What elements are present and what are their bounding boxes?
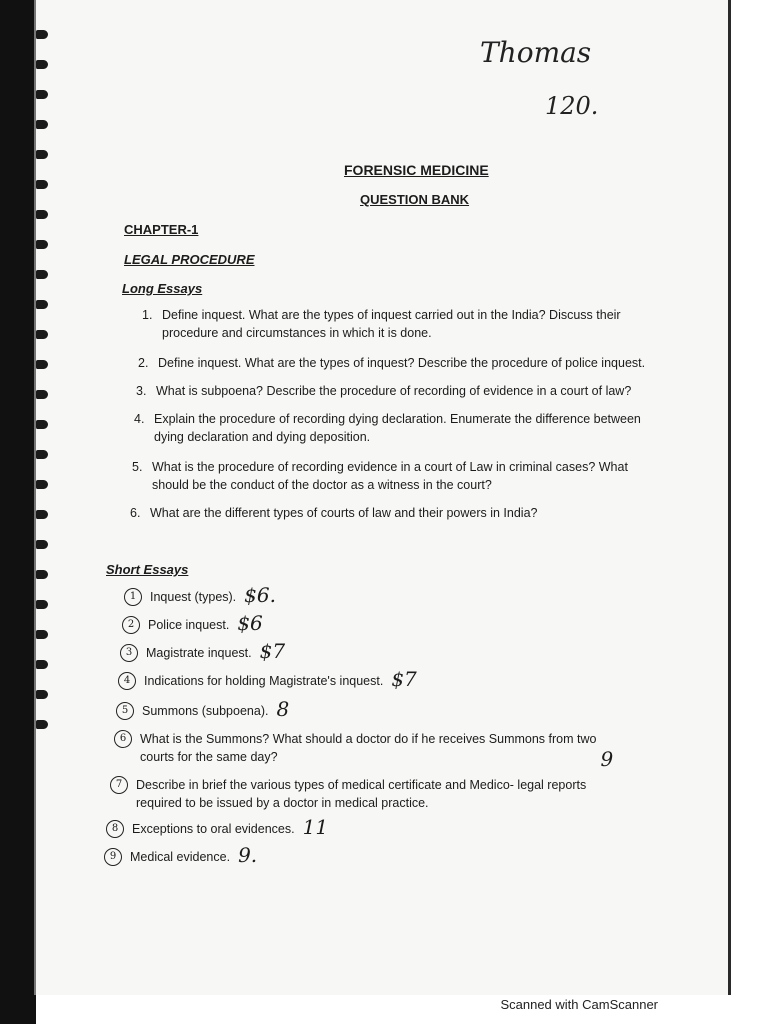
long-essay-item bbox=[132, 458, 628, 494]
long-essays-heading: Long Essays bbox=[122, 281, 203, 296]
item-text-line: What is the Summons? What should a doctor do if he receives Summons from two bbox=[140, 732, 597, 746]
handwritten-name: Thomas bbox=[480, 36, 592, 69]
page-title: FORENSIC MEDICINE bbox=[344, 162, 489, 178]
handwritten-number: 120. bbox=[545, 92, 599, 120]
item-text-line: Medical evidence. bbox=[130, 850, 231, 864]
short-essay-text bbox=[130, 848, 230, 866]
handwritten-mark: $7 bbox=[259, 639, 286, 663]
short-essay-text bbox=[142, 702, 268, 720]
item-text-line: Exceptions to oral evidences. bbox=[132, 822, 295, 836]
handwritten-mark: 8 bbox=[276, 697, 290, 721]
circled-number: 8 bbox=[106, 820, 124, 838]
short-essay-text bbox=[146, 644, 252, 662]
item-text-line: Define inquest. What are the types of inquest carried out in the India? Discuss their bbox=[162, 308, 621, 322]
long-essay-item bbox=[134, 410, 641, 446]
circled-number: 2 bbox=[122, 616, 140, 634]
topic-heading: LEGAL PROCEDURE bbox=[124, 252, 255, 267]
short-essay-item bbox=[104, 843, 258, 867]
item-text-line: What is the procedure of recording evidence in a court of Law in criminal cases? What bbox=[152, 460, 628, 474]
item-text-line: dying declaration and dying deposition. bbox=[154, 430, 371, 444]
item-text-line: Define inquest. What are the types of inquest? Describe the procedure of police inquest. bbox=[158, 356, 646, 370]
short-essay-item bbox=[120, 639, 286, 663]
handwritten-mark: $7 bbox=[391, 667, 417, 691]
item-text-line: Indications for holding Magistrate's inquest. bbox=[144, 674, 384, 688]
short-essay-item bbox=[110, 776, 586, 812]
short-essay-text bbox=[140, 730, 596, 766]
item-text-line: Inquest (types). bbox=[150, 590, 237, 604]
binder-holes bbox=[34, 20, 54, 900]
long-essay-item bbox=[142, 306, 621, 342]
item-text-line: What is subpoena? Describe the procedure of recording of evidence in a court of law? bbox=[156, 384, 632, 398]
scanner-watermark: Scanned with CamScanner bbox=[500, 997, 658, 1012]
item-text-line: procedure and circumstances in which it is done. bbox=[162, 326, 432, 340]
short-essay-item bbox=[124, 583, 276, 607]
item-text-line: Police inquest. bbox=[148, 618, 230, 632]
long-essay-item bbox=[136, 382, 631, 400]
short-essay-item bbox=[116, 697, 290, 721]
handwritten-mark: 11 bbox=[302, 815, 329, 839]
short-essay-text bbox=[136, 776, 586, 812]
item-text-line: courts for the same day? bbox=[140, 750, 278, 764]
circled-number: 3 bbox=[120, 644, 138, 662]
scan-background bbox=[0, 0, 36, 1024]
circled-number: 1 bbox=[124, 588, 142, 606]
short-essays-heading: Short Essays bbox=[106, 562, 189, 577]
item-text-line: Explain the procedure of recording dying declaration. Enumerate the difference between bbox=[154, 412, 641, 426]
short-essay-item bbox=[114, 730, 614, 771]
long-essay-item bbox=[138, 354, 645, 372]
document-page bbox=[34, 0, 731, 995]
item-number: 1. bbox=[142, 308, 153, 322]
item-text-line: should be the conduct of the doctor as a witness in the court? bbox=[152, 478, 492, 492]
short-essay-item bbox=[118, 667, 417, 691]
short-essay-text bbox=[150, 588, 236, 606]
item-number: 4. bbox=[134, 412, 145, 426]
item-text-line: Describe in brief the various types of medical certificate and Medico- legal reports bbox=[136, 778, 587, 792]
short-essay-text bbox=[148, 616, 229, 634]
long-essay-item bbox=[130, 504, 537, 522]
circled-number: 9 bbox=[104, 848, 122, 866]
item-number: 3. bbox=[136, 384, 147, 398]
item-text-line: required to be issued by a doctor in medical practice. bbox=[136, 796, 429, 810]
page-subtitle: QUESTION BANK bbox=[360, 192, 470, 207]
circled-number: 6 bbox=[114, 730, 132, 748]
item-number: 6. bbox=[130, 506, 141, 520]
short-essay-item bbox=[106, 815, 329, 839]
short-essay-text bbox=[144, 672, 383, 690]
handwritten-mark: 9. bbox=[238, 843, 258, 867]
chapter-heading: CHAPTER-1 bbox=[124, 222, 199, 237]
short-essay-item bbox=[122, 611, 263, 635]
circled-number: 7 bbox=[110, 776, 128, 794]
handwritten-mark: $6 bbox=[237, 611, 263, 635]
item-text-line: Summons (subpoena). bbox=[142, 704, 269, 718]
item-number: 5. bbox=[132, 460, 143, 474]
short-essay-text bbox=[132, 820, 295, 838]
circled-number: 5 bbox=[116, 702, 134, 720]
item-text-line: Magistrate inquest. bbox=[146, 646, 252, 660]
item-text-line: What are the different types of courts of law and their powers in India? bbox=[150, 506, 538, 520]
handwritten-mark: $6. bbox=[244, 583, 276, 607]
circled-number: 4 bbox=[118, 672, 136, 690]
item-number: 2. bbox=[138, 356, 149, 370]
handwritten-mark: 9 bbox=[600, 747, 614, 771]
